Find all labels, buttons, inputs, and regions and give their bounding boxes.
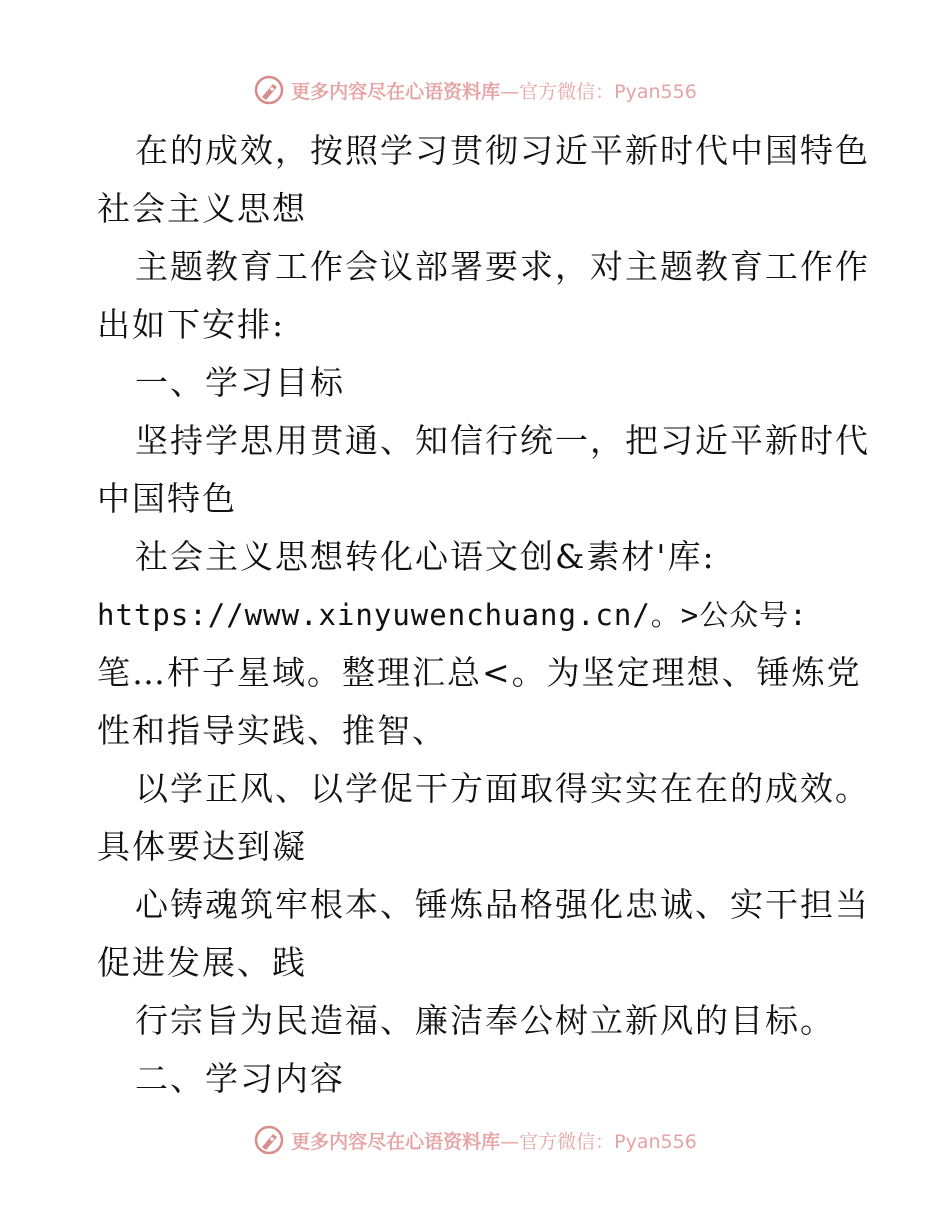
- banner-main-text: 更多内容尽在心语资料库: [291, 80, 501, 103]
- section-heading: 一、学习目标: [135, 363, 345, 402]
- banner-main-text: 更多内容尽在心语资料库: [291, 1130, 501, 1153]
- section-heading: 二、学习内容: [135, 1059, 345, 1098]
- paragraph-line: 具体要达到凝: [97, 827, 307, 866]
- paragraph-line: 社会主义思想转化心语文创&素材'库:: [135, 537, 716, 576]
- paragraph-line: 社会主义思想: [97, 189, 307, 228]
- banner-wechat-text: —官方微信：Pyan556: [500, 80, 697, 103]
- paragraph-line: 主题教育工作会议部署要求，对主题教育工作作: [135, 247, 870, 286]
- website-link[interactable]: https://www.xinyuwenchuang.cn/。>公众号:: [97, 598, 808, 632]
- paragraph-line: 在的成效，按照学习贯彻习近平新时代中国特色: [135, 131, 870, 170]
- footer-banner: [0, 1120, 950, 1160]
- paragraph-line: 出如下安排:: [97, 305, 286, 344]
- paragraph-line: 笔…杆子星域。整理汇总<。为坚定理想、锤炼党: [97, 653, 862, 692]
- paragraph-line: 坚持学思用贯通、知信行统一，把习近平新时代: [135, 421, 870, 460]
- pen-nib-circle-icon: [253, 1124, 285, 1156]
- banner-wechat-text: —官方微信：Pyan556: [500, 1130, 697, 1153]
- paragraph-line: 以学正风、以学促干方面取得实实在在的成效。: [135, 769, 870, 808]
- paragraph-line: 促进发展、践: [97, 943, 307, 982]
- paragraph-line: 心铸魂筑牢根本、锤炼品格强化忠诚、实干担当: [135, 885, 870, 924]
- paragraph-line: 行宗旨为民造福、廉洁奉公树立新风的目标。: [135, 1001, 835, 1040]
- paragraph-line: 性和指导实践、推智、: [97, 711, 447, 750]
- document-body: [97, 122, 870, 1108]
- paragraph-line: 中国特色: [97, 479, 237, 518]
- pen-nib-circle-icon: [253, 74, 285, 106]
- header-banner: [0, 70, 950, 110]
